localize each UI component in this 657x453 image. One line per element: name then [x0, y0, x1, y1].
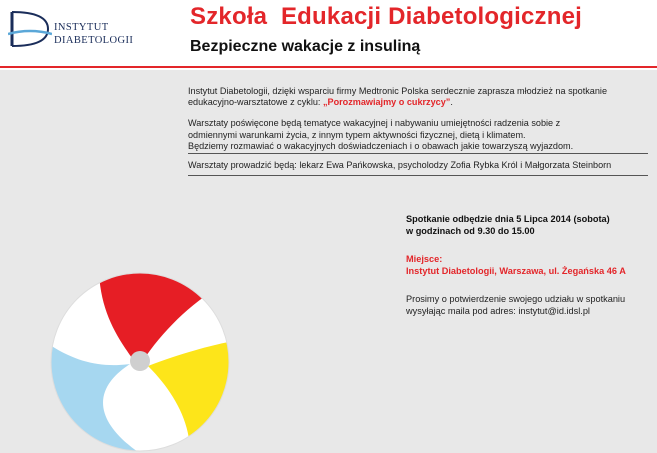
workshop-leaders: Warsztaty prowadzić będą: lekarz Ewa Pańkowska, psycholodzy Zofia Rybka Król i Małgorzata Steinborn	[188, 160, 612, 170]
event-rsvp-line1: Prosimy o potwierdzenie swojego udziału w spotkaniu	[406, 294, 626, 304]
intro-p2-line3: Będziemy rozmawiać o wakacyjnych doświadczeniach i o obawach jakie towarzyszą wyjazdom.	[188, 140, 574, 151]
event-date	[406, 214, 656, 237]
intro-p1-text: Instytut Diabetologii, dzięki wsparciu firmy Medtronic Polska serdecznie zaprasza młodzież na spotkanie edukacyjno-warsztatowe z cyklu:	[188, 86, 608, 108]
page-subtitle: Bezpieczne wakacje z insuliną	[190, 38, 421, 55]
ball-valve	[130, 351, 150, 371]
header	[0, 0, 657, 70]
event-place-label: Miejsce:	[406, 254, 443, 264]
logo-line-2: DIABETOLOGII	[54, 35, 134, 46]
event-rsvp	[406, 294, 656, 317]
logo-line-1: INSTYTUT	[54, 22, 109, 33]
separator-top	[188, 153, 648, 154]
event-info	[406, 214, 656, 334]
institute-logo[interactable]	[8, 8, 158, 52]
letter-d-logo-icon	[8, 8, 52, 50]
beach-ball-icon	[0, 190, 270, 453]
event-place	[406, 254, 656, 277]
event-place-value: Instytut Diabetologii, Warszawa, ul. Żegańska 46 A	[406, 265, 626, 276]
series-name-highlight: „Porozmawiajmy o cukrzycy”	[322, 97, 451, 108]
intro-paragraph-2	[188, 118, 643, 152]
intro-p2-line2: odmiennymi warunkami życia, z innym typem aktywności fizycznej, dietą i klimatem.	[188, 129, 526, 140]
event-rsvp-line2[interactable]: wysyłając maila pod adres: instytut@id.idsl.pl	[406, 305, 590, 316]
intro-paragraph-1	[188, 86, 643, 108]
separator-bottom	[188, 175, 648, 176]
intro-text	[188, 86, 643, 162]
page-title: Szkoła Edukacji Diabetologicznej	[190, 3, 583, 30]
event-date-line2: w godzinach od 9.30 do 15.00	[406, 225, 535, 236]
header-divider	[0, 66, 657, 68]
intro-p2-line1: Warsztaty poświęcone będą tematyce wakacyjnej i nabywaniu umiejętności radzenia sobie z	[188, 118, 561, 129]
event-date-line1: Spotkanie odbędzie dnia 5 Lipca 2014 (sobota)	[406, 214, 610, 224]
intro-p1-end: .	[450, 97, 453, 108]
